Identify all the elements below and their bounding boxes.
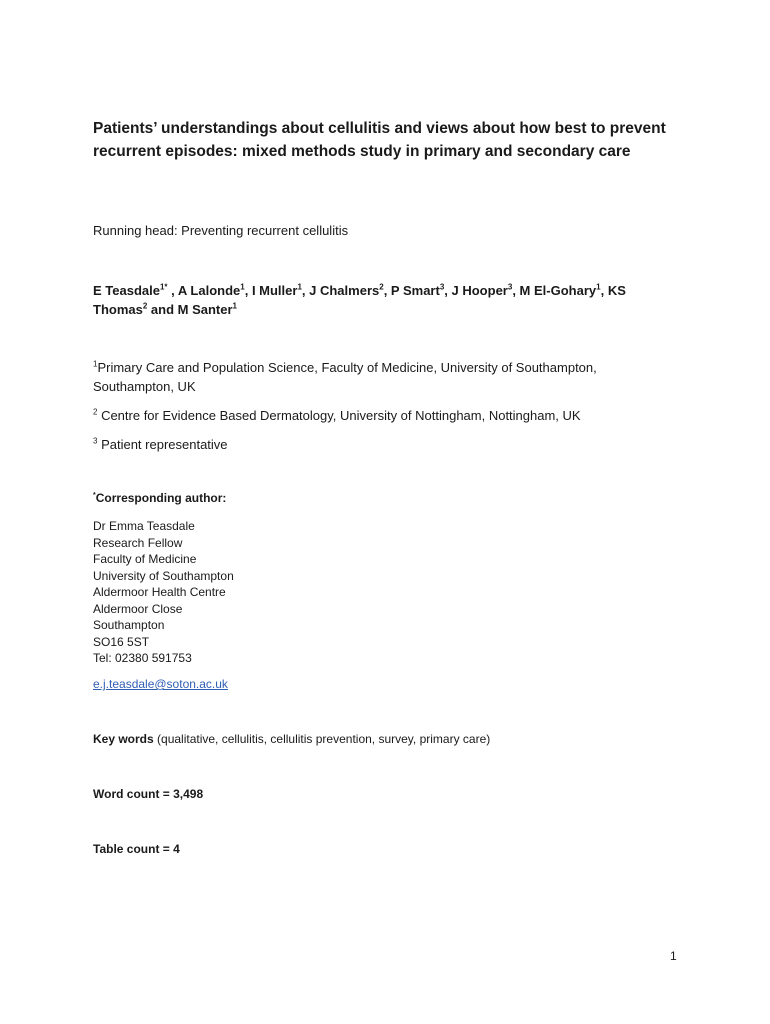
corresponding-author-heading (93, 491, 226, 505)
address-line: Southampton (93, 618, 165, 632)
address-line: Dr Emma Teasdale (93, 519, 195, 533)
word-count: Word count = 3,498 (93, 787, 204, 801)
affiliation-marker: 3 (93, 436, 98, 446)
email-link[interactable]: e.j.teasdale@soton.ac.uk (93, 677, 228, 691)
author-affiliation-marker: 1 (232, 301, 237, 311)
keywords-label: Key words (93, 732, 154, 746)
author: M El-Gohary (519, 283, 597, 298)
affiliation-text: Centre for Evidence Based Dermatology, University of Nottingham, Nottingham, UK (97, 408, 581, 423)
affiliation (93, 406, 673, 425)
author-affiliation-marker: 1 (596, 282, 601, 292)
author-separator: , (167, 283, 178, 298)
address-line: SO16 5ST (93, 634, 150, 649)
author-affiliation-marker: 3 (439, 282, 445, 292)
author: P Smart (390, 283, 440, 298)
author-separator: , (600, 283, 608, 298)
author-separator: , (512, 283, 520, 298)
page-number: 1 (670, 949, 677, 963)
author-separator: and (147, 302, 178, 317)
author-affiliation-marker: 2 (379, 282, 384, 292)
table-count: Table count = 4 (93, 842, 180, 856)
author-separator: , (301, 283, 310, 298)
keywords-text: (qualitative, cellulitis, cellulitis prevention, survey, primary care) (153, 732, 491, 746)
affiliation (93, 435, 673, 454)
author: J Chalmers (309, 283, 380, 298)
affiliation-marker: 2 (93, 407, 98, 417)
running-head: Running head: Preventing recurrent cellulitis (93, 223, 349, 238)
author-separator: , (383, 283, 391, 298)
author: I Muller (251, 283, 298, 298)
author-affiliation-marker: 1 (297, 282, 302, 292)
author-affiliation-marker: 2 (142, 301, 148, 311)
affiliation (93, 358, 673, 396)
affiliation-text: Primary Care and Population Science, Faculty of Medicine, University of Southampton, Southampton, UK (93, 360, 597, 394)
corresponding-label: Corresponding author: (95, 491, 227, 505)
address-line: Aldermoor Health Centre (93, 585, 226, 599)
author-affiliation-marker: 1* (159, 282, 168, 292)
author-affiliation-marker: 3 (507, 282, 513, 292)
address-line: Aldermoor Close (93, 601, 183, 616)
author-separator: , (444, 283, 452, 298)
author-affiliation-marker: 1 (240, 282, 245, 292)
author: M Santer (177, 302, 233, 317)
address-line: Faculty of Medicine (93, 552, 197, 566)
author: KS Thomas (93, 283, 626, 317)
author: E Teasdale (93, 283, 160, 298)
corresponding-address (93, 518, 234, 667)
address-line: Research Fellow (93, 535, 183, 550)
address-line: University of Southampton (93, 568, 234, 583)
paper-title: Patients’ understandings about cellulitis and views about how best to prevent recurrent episodes: mixed methods study in primary and secondary care (93, 120, 666, 160)
corresponding-marker: * (93, 492, 96, 499)
keywords (93, 732, 490, 746)
author: J Hooper (451, 283, 508, 298)
affiliation-marker: 1 (93, 359, 98, 369)
author-list (93, 281, 673, 319)
affiliation-text: Patient representative (97, 437, 228, 452)
author-separator: , (244, 283, 252, 298)
author: A Lalonde (177, 283, 241, 298)
address-line: Tel: 02380 591753 (93, 651, 192, 665)
